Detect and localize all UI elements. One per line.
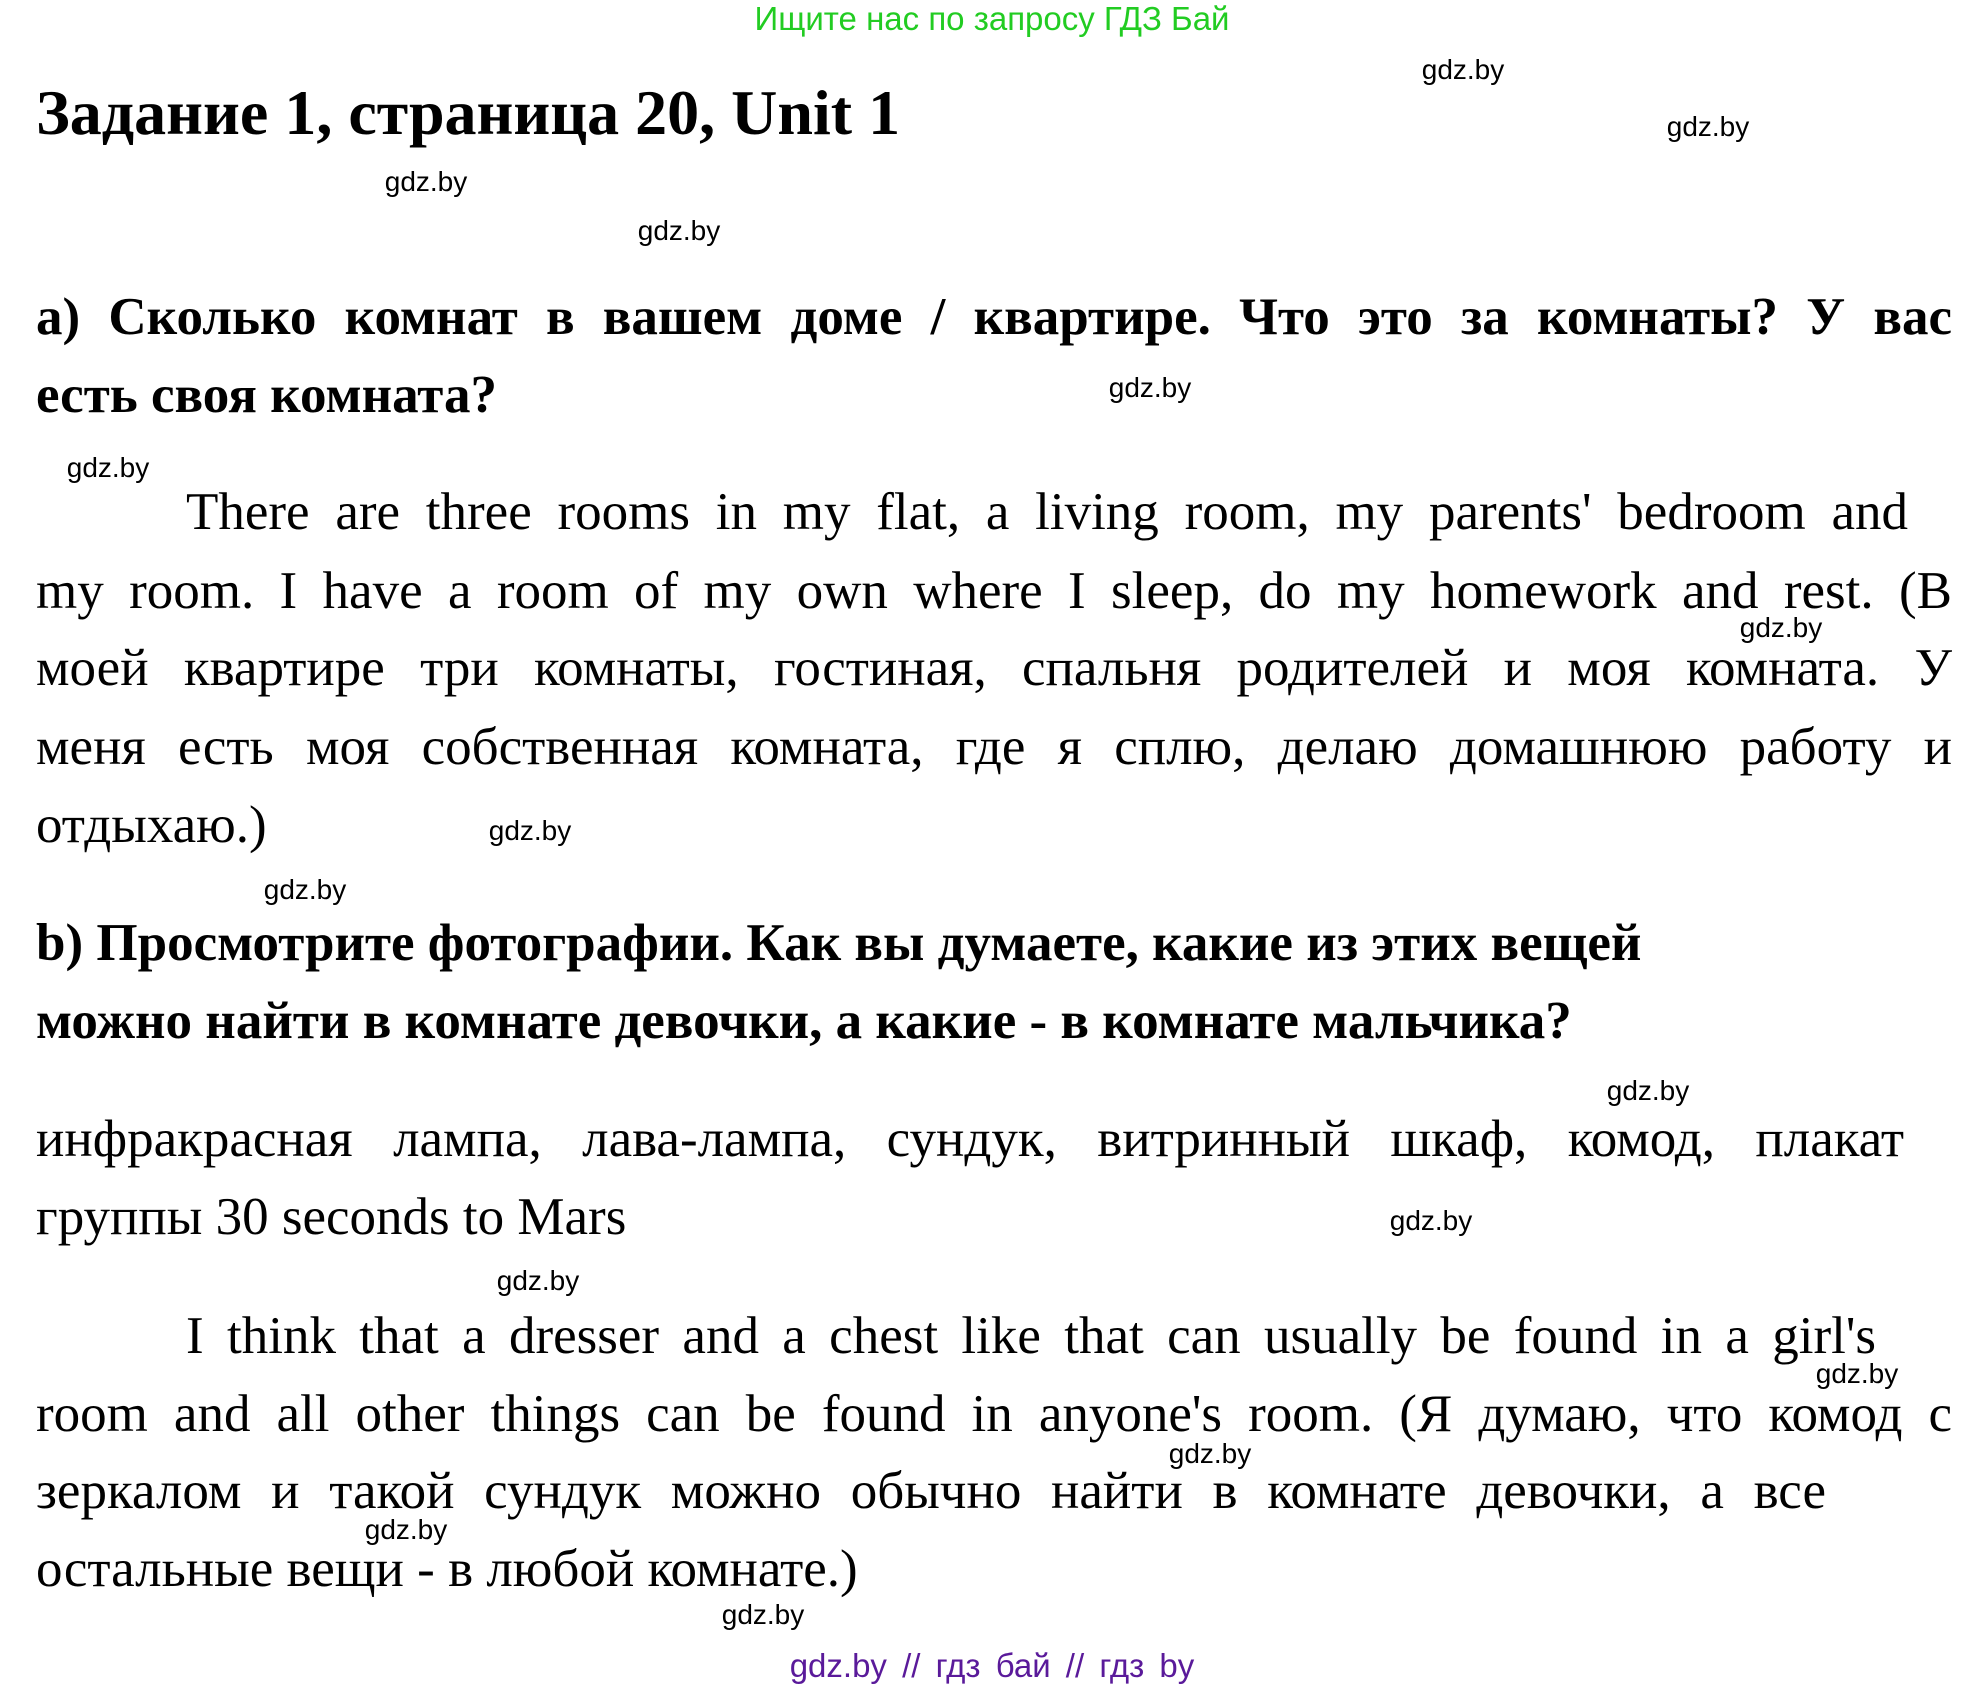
section-b-answer-line: остальные вещи - в любой комнате.) [36, 1540, 858, 1598]
section-a-heading: а) Сколько комнат в вашем доме / квартире. Что это за комнаты? У вас [36, 288, 1952, 346]
search-hint-banner: Ищите нас по запросу ГДЗ Бай [754, 0, 1230, 37]
watermark: gdz.by [1739, 612, 1823, 643]
section-a-heading: есть своя комната? [36, 366, 497, 424]
section-b-list-line: инфракрасная лампа, лава-лампа, сундук, витринный шкаф, комод, плакат [36, 1110, 1904, 1168]
section-b-list-line: группы 30 seconds to Mars [36, 1188, 627, 1246]
section-b-heading: можно найти в комнате девочки, а какие - в комнате мальчика? [36, 992, 1572, 1050]
watermark: gdz.by [496, 1265, 580, 1296]
watermark: gdz.by [1421, 54, 1505, 85]
watermark: gdz.by [263, 874, 347, 905]
section-a-answer-line: my room. I have a room of my own where I sleep, do my homework and rest. (В [36, 562, 1952, 620]
section-a-answer-line: отдыхаю.) [36, 796, 267, 854]
watermark: gdz.by [1666, 111, 1750, 142]
footer-links: gdz.by // гдз бай // гдз by [789, 1647, 1195, 1684]
watermark: gdz.by [1168, 1438, 1252, 1469]
watermark: gdz.by [1108, 372, 1192, 403]
section-a-answer-line: There are three rooms in my flat, a living room, my parents' bedroom and [186, 483, 1908, 541]
watermark: gdz.by [1815, 1358, 1899, 1389]
watermark: gdz.by [488, 815, 572, 846]
watermark: gdz.by [66, 452, 150, 483]
page-title: Задание 1, страница 20, Unit 1 [36, 77, 901, 148]
section-a-answer-line: моей квартире три комнаты, гостиная, спальня родителей и моя комната. У [36, 639, 1952, 697]
watermark: gdz.by [721, 1599, 805, 1630]
watermark: gdz.by [364, 1514, 448, 1545]
watermark: gdz.by [384, 166, 468, 197]
watermark: gdz.by [1389, 1205, 1473, 1236]
section-a-answer-line: меня есть моя собственная комната, где я сплю, делаю домашнюю работу и [36, 718, 1952, 776]
section-b-heading: b) Просмотрите фотографии. Как вы думаете, какие из этих вещей [36, 914, 1642, 972]
section-b-answer-line: room and all other things can be found in anyone's room. (Я думаю, что комод с [36, 1385, 1952, 1443]
watermark: gdz.by [637, 215, 721, 246]
section-b-answer-line: I think that a dresser and a chest like that can usually be found in a girl's [186, 1307, 1876, 1365]
watermark: gdz.by [1606, 1075, 1690, 1106]
section-b-answer-line: зеркалом и такой сундук можно обычно найти в комнате девочки, а все [36, 1462, 1826, 1520]
